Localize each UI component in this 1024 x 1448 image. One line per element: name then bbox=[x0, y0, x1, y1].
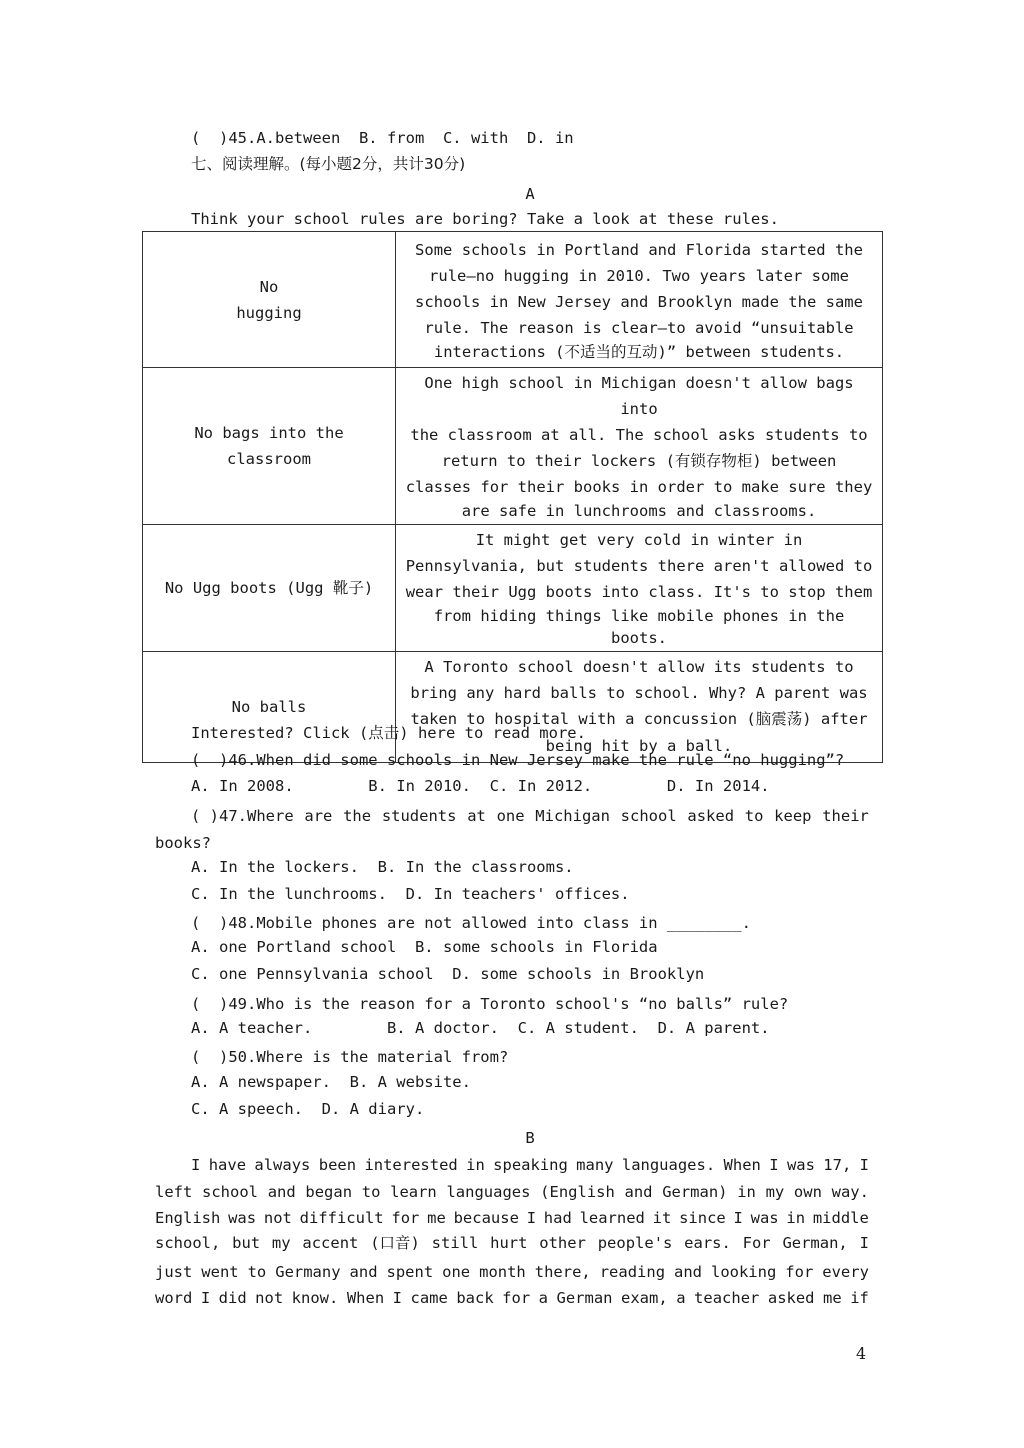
word: I bbox=[859, 1156, 869, 1174]
word: my bbox=[271, 1234, 291, 1252]
table-row bbox=[143, 525, 883, 652]
school-rules-table bbox=[142, 231, 883, 763]
word: to bbox=[361, 1183, 381, 1201]
word: For bbox=[742, 1234, 771, 1252]
passage-line bbox=[191, 1155, 869, 1175]
word: languages. bbox=[621, 1156, 716, 1174]
word: accent bbox=[302, 1234, 359, 1252]
word: not bbox=[255, 1289, 284, 1307]
word: own bbox=[793, 1183, 822, 1201]
word: had bbox=[543, 1209, 572, 1227]
word: for bbox=[502, 1289, 531, 1307]
word: and bbox=[349, 1263, 378, 1281]
word: and bbox=[674, 1263, 703, 1281]
page-number: 4 bbox=[856, 1344, 867, 1363]
word: many bbox=[576, 1156, 614, 1174]
read-more-text: Interested? Click (点击) here to read more. bbox=[191, 724, 586, 742]
word: me bbox=[823, 1289, 842, 1307]
word: difficult bbox=[299, 1209, 384, 1227]
word: 17, bbox=[823, 1156, 852, 1174]
rule-description: It might get very cold in winter in Pennsylvania, but students there aren't allowed to wear their Ugg boots into class. It's to stop them from hiding things like mobile phones in the boots. bbox=[396, 525, 883, 652]
question-50-options-2: C. A speech. D. A diary. bbox=[191, 1100, 425, 1118]
question-46: ( )46.When did some schools in New Jersey make the rule “no hugging”? bbox=[191, 751, 845, 769]
word: asked bbox=[687, 807, 735, 825]
question-47-options-1: A. In the lockers. B. In the classrooms. bbox=[191, 858, 574, 876]
word: their bbox=[822, 807, 869, 825]
word: in bbox=[737, 1183, 756, 1201]
word: but bbox=[232, 1234, 261, 1252]
table-row bbox=[143, 232, 883, 368]
word: was bbox=[228, 1209, 257, 1227]
word: know. bbox=[291, 1289, 339, 1307]
word: learned bbox=[579, 1209, 645, 1227]
question-49: ( )49.Who is the reason for a Toronto school's “no balls” rule? bbox=[191, 995, 789, 1013]
question-47 bbox=[191, 806, 869, 826]
question-48: ( )48.Mobile phones are not allowed into class in ________. bbox=[191, 914, 751, 932]
question-46-options: A. In 2008. B. In 2010. C. In 2012. D. In 2014. bbox=[191, 777, 770, 795]
word: since bbox=[679, 1209, 726, 1227]
word: did bbox=[218, 1289, 247, 1307]
rule-cell: No Ugg boots (Ugg 靴子) bbox=[143, 525, 396, 652]
passage-line bbox=[155, 1288, 869, 1308]
passage-line bbox=[155, 1233, 869, 1253]
word: the bbox=[343, 807, 372, 825]
word: back bbox=[456, 1289, 494, 1307]
word: and bbox=[267, 1183, 296, 1201]
word: German, bbox=[782, 1234, 848, 1252]
word: me bbox=[427, 1209, 446, 1227]
passage-a-intro: Think your school rules are boring? Take a look at these rules. bbox=[191, 210, 779, 228]
word: was bbox=[750, 1209, 779, 1227]
word: middle bbox=[812, 1209, 869, 1227]
word: to bbox=[247, 1263, 267, 1281]
word: not bbox=[263, 1209, 292, 1227]
table-row bbox=[143, 368, 883, 525]
question-47-continued: books? bbox=[155, 834, 211, 852]
word: for bbox=[391, 1209, 420, 1227]
word: there, bbox=[534, 1263, 591, 1281]
word: interested bbox=[364, 1156, 458, 1174]
rule-description: Some schools in Portland and Florida started the rule—no hugging in 2010. Two years later some schools in New Jersey and Brooklyn made the same rule. The reason is clear—to avoid “unsuitable interactions (不适当的互动)” between students. bbox=[396, 232, 883, 368]
question-50-options-1: A. A newspaper. B. A website. bbox=[191, 1073, 471, 1091]
word: are bbox=[304, 807, 333, 825]
word: just bbox=[155, 1263, 193, 1281]
part-b-title: B bbox=[525, 1129, 535, 1147]
word: ears. bbox=[684, 1234, 731, 1252]
word: students bbox=[381, 807, 457, 825]
word: ( )47.Where bbox=[191, 807, 294, 825]
passage-line bbox=[155, 1208, 869, 1228]
word: always bbox=[254, 1156, 311, 1174]
passage-line bbox=[155, 1182, 869, 1202]
word: German bbox=[556, 1289, 613, 1307]
word: for bbox=[785, 1263, 814, 1281]
question-50: ( )50.Where is the material from? bbox=[191, 1048, 509, 1066]
word: I bbox=[859, 1234, 869, 1252]
part-a-title: A bbox=[525, 185, 535, 203]
rule-description: A Toronto school doesn't allow its students to bring any hard balls to school. Why? A parent was taken to hospital with a concussion (脑震荡) after being hit by a ball. bbox=[396, 652, 883, 763]
word: left bbox=[155, 1183, 193, 1201]
word: reading bbox=[599, 1263, 666, 1281]
word: in bbox=[466, 1156, 485, 1174]
rule-cell: No bags into the classroom bbox=[143, 368, 396, 525]
word: school bbox=[202, 1183, 259, 1201]
word: hurt bbox=[490, 1234, 528, 1252]
word: people's bbox=[597, 1234, 673, 1252]
word: because bbox=[453, 1209, 519, 1227]
word: Michigan bbox=[535, 807, 610, 825]
word: to bbox=[744, 807, 764, 825]
word: asked bbox=[767, 1289, 815, 1307]
question-47-options-2: C. In the lunchrooms. D. In teachers' offices. bbox=[191, 885, 630, 903]
word: and bbox=[624, 1183, 653, 1201]
word: if bbox=[850, 1289, 869, 1307]
word: I bbox=[526, 1209, 537, 1227]
rule-description: One high school in Michigan doesn't allow bags into the classroom at all. The school asks students to return to their lockers (有锁存物柜) between classes for their books in order to make sure they are safe in lunchrooms and classrooms. bbox=[396, 368, 883, 525]
word: I bbox=[392, 1289, 403, 1307]
word: began bbox=[305, 1183, 353, 1201]
word: month bbox=[479, 1263, 526, 1281]
word: teacher bbox=[694, 1289, 760, 1307]
word: school, bbox=[155, 1234, 221, 1252]
word: I bbox=[200, 1289, 211, 1307]
rule-cell: No hugging bbox=[143, 232, 396, 368]
word: it bbox=[652, 1209, 672, 1227]
word: I bbox=[769, 1156, 779, 1174]
word: every bbox=[822, 1263, 869, 1281]
table-row bbox=[143, 652, 883, 763]
word: languages bbox=[446, 1183, 531, 1201]
word: English bbox=[155, 1209, 221, 1227]
word: my bbox=[765, 1183, 785, 1201]
word: a bbox=[538, 1289, 549, 1307]
word: still bbox=[431, 1234, 479, 1252]
word: Germany bbox=[275, 1263, 341, 1281]
question-45: ( )45.A.between B. from C. with D. in bbox=[191, 129, 574, 147]
word: German) bbox=[662, 1183, 728, 1201]
word: (口音) bbox=[370, 1234, 420, 1252]
word: I bbox=[733, 1209, 743, 1227]
word: one bbox=[496, 807, 525, 825]
word: was bbox=[786, 1156, 815, 1174]
word: other bbox=[539, 1234, 586, 1252]
word: way. bbox=[831, 1183, 869, 1201]
word: When bbox=[723, 1156, 761, 1174]
question-49-options: A. A teacher. B. A doctor. C. A student. D. A parent. bbox=[191, 1019, 770, 1037]
word: in bbox=[786, 1209, 806, 1227]
word: came bbox=[410, 1289, 448, 1307]
word: have bbox=[208, 1156, 247, 1174]
word: keep bbox=[774, 807, 812, 825]
question-48-options-2: C. one Pennsylvania school D. some schools in Brooklyn bbox=[191, 965, 705, 983]
word: speaking bbox=[493, 1156, 568, 1174]
passage-line bbox=[155, 1262, 869, 1282]
word: went bbox=[201, 1263, 239, 1281]
word: looking bbox=[710, 1263, 777, 1281]
word: exam, bbox=[621, 1289, 668, 1307]
question-48-options-1: A. one Portland school B. some schools in Florida bbox=[191, 938, 658, 956]
word: one bbox=[442, 1263, 471, 1281]
word: word bbox=[155, 1289, 193, 1307]
rule-cell: No balls bbox=[143, 652, 396, 763]
word: at bbox=[467, 807, 486, 825]
word: been bbox=[318, 1156, 357, 1174]
word: I bbox=[191, 1156, 201, 1174]
word: spent bbox=[386, 1263, 434, 1281]
word: When bbox=[346, 1289, 385, 1307]
word: school bbox=[620, 807, 677, 825]
word: (English bbox=[540, 1183, 615, 1201]
section-heading: 七、阅读理解。(每小题2分，共计30分) bbox=[191, 155, 466, 173]
word: a bbox=[676, 1289, 686, 1307]
word: learn bbox=[390, 1183, 437, 1201]
